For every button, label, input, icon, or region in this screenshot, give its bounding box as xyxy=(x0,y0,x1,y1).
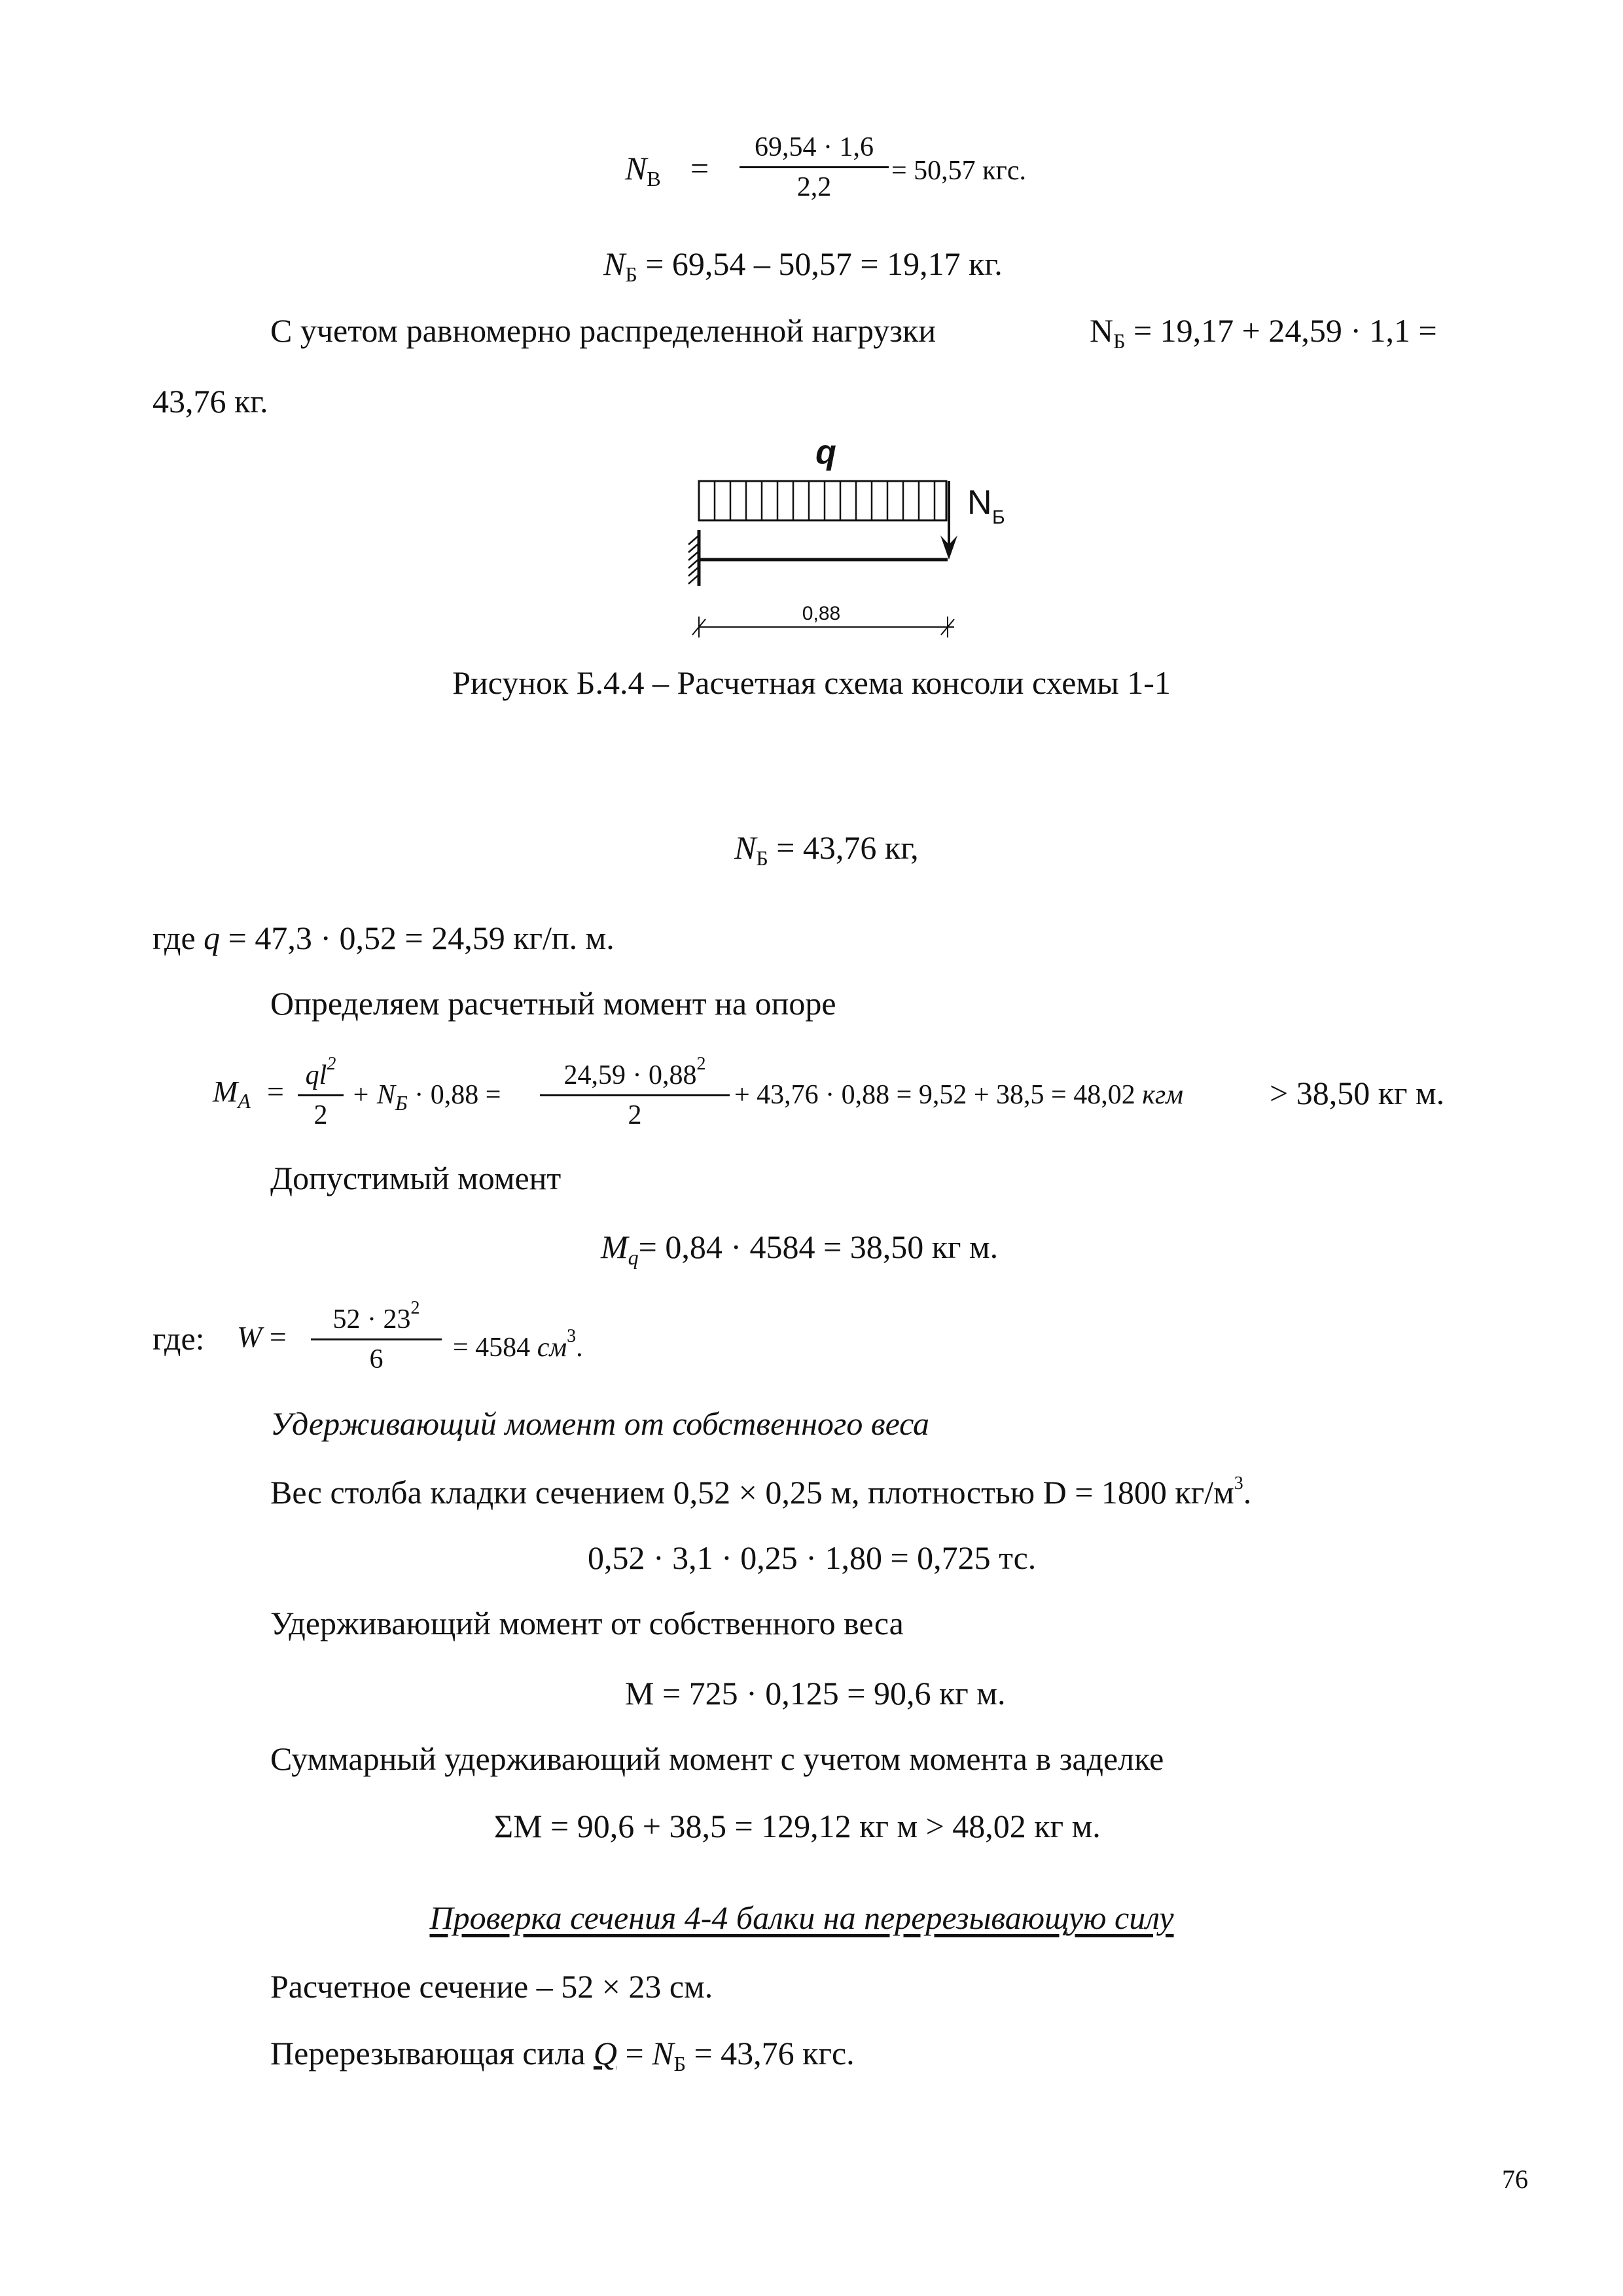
eq-nv-result: = 50,57 кгс. xyxy=(891,156,1026,186)
eq-w-result: = 4584 $см^3$. xyxy=(453,1326,583,1363)
span-label: 0,88 xyxy=(802,603,841,624)
eq-ma-mid: + $N_Б \cdot 0,88$ = xyxy=(351,1080,501,1115)
weight-line: Вес столба кладки сечением 0,52 × 0,25 м, плотностью D = 1800 $кг/м^3$. xyxy=(270,1473,1252,1511)
own-weight-intro: Удерживающий момент от собственного веса xyxy=(270,1605,904,1641)
force-label: N xyxy=(967,484,992,522)
eq-nv-fraction xyxy=(740,134,889,201)
page-number: 76 xyxy=(1502,2164,1528,2194)
heading-shear: Проверка сечения 4-4 балки на перерезывающую силу xyxy=(429,1899,1174,1936)
section-line: Расчетное сечение – 52 × 23 см. xyxy=(270,1968,713,2005)
eq-nb2: $N_Б = 43,76$ кг, xyxy=(734,829,919,870)
moment-intro: Определяем расчетный момент на опоре xyxy=(270,985,836,1022)
eq-ma-fraction2: $\frac{24,59 \cdot 0,88^2}{2}$ xyxy=(540,1055,730,1129)
eq-m: M = 725 · 0,125 = 90,6 кг м. xyxy=(625,1675,1006,1712)
load-label: q xyxy=(815,433,836,471)
force-label-sub: Б xyxy=(992,507,1005,528)
cantilever-diagram xyxy=(654,432,1060,655)
eq-nv-denominator: 2,2 xyxy=(740,166,889,201)
eq-sum: ΣM = 90,6 + 38,5 = 129,12 кг м > 48,02 кг м. xyxy=(494,1808,1101,1844)
eq-ma-fraction1: $\frac{ql^2}{2}$ xyxy=(298,1055,344,1129)
eq-nv-lhs: $N_В$ xyxy=(625,150,661,190)
where-q: где q = 47,3 · 0,52 = 24,59 кг/п. м. xyxy=(152,920,615,956)
allowed-intro: Допустимый момент xyxy=(270,1160,562,1196)
shear-line: Перерезывающая сила $Q = N_Б = 43,76$ кгс. xyxy=(270,2035,855,2075)
eq-nb1: $N_Б = 69,54 - 50,57 = 19,17$ кг. xyxy=(603,245,1003,286)
eq-nv-equals: = xyxy=(690,150,709,187)
para-uniform-line2: 43,76 кг. xyxy=(152,383,268,420)
eq-nv-numerator: 69,54 · 1,6 xyxy=(755,132,874,162)
distributed-load-block xyxy=(699,481,946,520)
eq-w-prefix: где: xyxy=(152,1320,205,1357)
total-intro: Суммарный удерживающий момент с учетом момента в заделке xyxy=(270,1740,1164,1777)
eq-w-lhs: W = xyxy=(237,1320,287,1354)
eq-weight: 0,52 · 3,1 · 0,25 · 1,80 = 0,725 тс. xyxy=(588,1539,1037,1576)
load-hatch-lines xyxy=(715,481,935,520)
eq-ma-lhs: $M_A$ xyxy=(213,1075,251,1113)
para-uniform-formula: $N_Б = 19,17 + 24,59 \cdot 1,1$ = xyxy=(1090,312,1437,353)
figure-caption: Рисунок Б.4.4 – Расчетная схема консоли схемы 1-1 xyxy=(452,664,1171,701)
eq-ma-compare: > 38,50 кг м. xyxy=(1270,1075,1445,1111)
eq-ma-tail: + 43,76 · 0,88 = 9,52 + 38,5 = 48,02 кгм xyxy=(734,1080,1184,1110)
para-uniform-line1: С учетом равномерно распределенной нагрузки xyxy=(270,312,936,349)
eq-mq: $M_q= 0,84 \cdot 4584 = 38,50$ кг м. xyxy=(601,1229,999,1269)
heading-own-weight: Удерживающий момент от собственного веса xyxy=(270,1405,930,1442)
eq-w-fraction: $\frac{52 \cdot 23^2}{6}$ xyxy=(311,1299,442,1373)
eq-ma-equals: = xyxy=(267,1075,284,1108)
